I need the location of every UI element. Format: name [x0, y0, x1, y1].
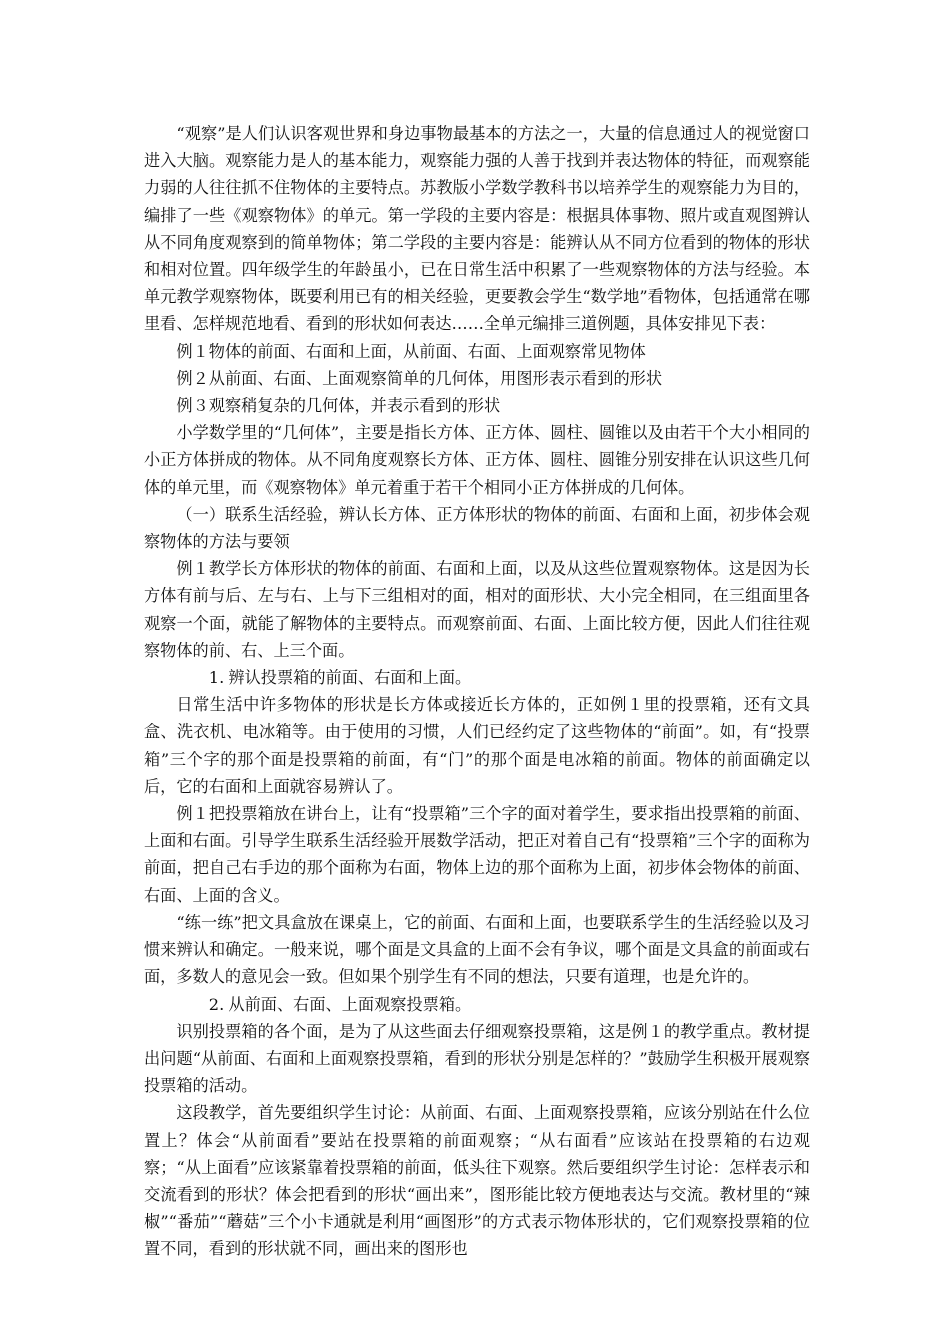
example-2-line: 例２从前面、右面、上面观察简单的几何体，用图形表示看到的形状: [176, 368, 663, 388]
geometry-paragraph: 小学数学里的“几何体”，主要是指长方体、正方体、圆柱、圆锥以及由若干个大小相同的小正方体拼成的物体。从不同角度观察长方体、正方体、圆柱、圆锥分别安排在认识这些几何体的单元里，而《观察物体》单元着重于若干个相同小正方体拼成的几何体。: [144, 423, 810, 497]
practice-paragraph: “练一练”把文具盒放在课桌上，它的前面、右面和上面，也要联系学生的生活经验以及习惯来辨认和确定。一般来说，哪个面是文具盒的上面不会有争议，哪个面是文具盒的前面或右面，多数人的意见会一致。但如果个别学生有不同的想法，只要有道理，也是允许的。: [144, 912, 810, 987]
list-number: 2.: [208, 994, 225, 1014]
list-text: 辨认投票箱的前面、右面和上面。: [228, 668, 472, 688]
intro-paragraph: “观察”是人们认识客观世界和身边事物最基本的方法之一，大量的信息通过人的视觉窗口进入大脑。观察能力是人的基本能力，观察能力强的人善于找到并表达物体的特征，而观察能力弱的人往往抓不住物体的主要特点。苏教版小学数学教科书以培养学生的观察能力为目的，编排了一些《观察物体》的单元。第一学段的主要内容是：根据具体事物、照片或直观图辨认从不同角度观察到的简单物体；第二学段的主要内容是：能辨认从不同方位看到的物体的形状和相对位置。四年级学生的年龄虽小，已在日常生活中积累了一些观察物体的方法与经验。本单元教学观察物体，既要利用已有的相关经验，更要教会学生“数学地”看物体，包括通常在哪里看、怎样规范地看、看到的形状如何表达……全单元编排三道例题，具体安排见下表：: [144, 124, 810, 334]
teaching-paragraph: 这段教学，首先要组织学生讨论：从前面、右面、上面观察投票箱，应该分别站在什么位置上？体会“从前面看”要站在投票箱的前面观察；“从右面看”应该站在投票箱的右边观察；“从上面看”应该紧靠着投票箱的前面，低头往下观察。然后要组织学生讨论：怎样表示和交流看到的形状？体会把看到的形状“画出来”，图形能比较方便地表达与交流。教材里的“辣椒”“番茄”“蘑菇”三个小卡通就是利用“画图形”的方式表示物体形状的，它们观察投票箱的位置不同，看到的形状就不同，画出来的图形也: [144, 1103, 810, 1259]
ballot-box-paragraph: 例１把投票箱放在讲台上，让有“投票箱”三个字的面对着学生，要求指出投票箱的前面、上面和右面。引导学生联系生活经验开展数学活动，把正对着自己有“投票箱”三个字的面称为前面，把自己右手边的那个面称为右面，物体上边的那个面称为上面，初步体会物体的前面、右面、上面的含义。: [144, 804, 810, 905]
example-1-paragraph: 例１教学长方体形状的物体的前面、右面和上面，以及从这些位置观察物体。这是因为长方体有前与后、左与右、上与下三组相对的面，相对的面形状、大小完全相同，在三组面里各观察一个面，就能了解物体的主要特点。而观察前面、右面、上面比较方便，因此人们往往观察物体的前、右、上三个面。: [144, 559, 810, 660]
list-text: 从前面、右面、上面观察投票箱。: [228, 994, 472, 1014]
list-item-2: [144, 991, 810, 1018]
document-page: [144, 120, 810, 1263]
example-3-line: 例３观察稍复杂的几何体，并表示看到的形状: [176, 396, 501, 416]
example-1-line: 例１物体的前面、右面和上面，从前面、右面、上面观察常见物体: [176, 341, 646, 361]
daily-life-paragraph: 日常生活中许多物体的形状是长方体或接近长方体的，正如例１里的投票箱，还有文具盒、洗衣机、电冰箱等。由于使用的习惯，人们已经约定了这些物体的“前面”。如，有“投票箱”三个字的那个面是投票箱的前面，有“门”的那个面是电冰箱的前面。物体的前面确定以后，它的右面和上面就容易辨认了。: [144, 695, 810, 796]
observe-paragraph: 识别投票箱的各个面，是为了从这些面去仔细观察投票箱，这是例１的教学重点。教材提出问题“从前面、右面和上面观察投票箱，看到的形状分别是怎样的？”鼓励学生积极开展观察投票箱的活动。: [144, 1021, 810, 1096]
list-number: 1.: [208, 668, 225, 688]
section-heading: （一）联系生活经验，辨认长方体、正方体形状的物体的前面、右面和上面，初步体会观察物体的方法与要领: [144, 504, 810, 552]
list-item-1: [144, 664, 810, 691]
